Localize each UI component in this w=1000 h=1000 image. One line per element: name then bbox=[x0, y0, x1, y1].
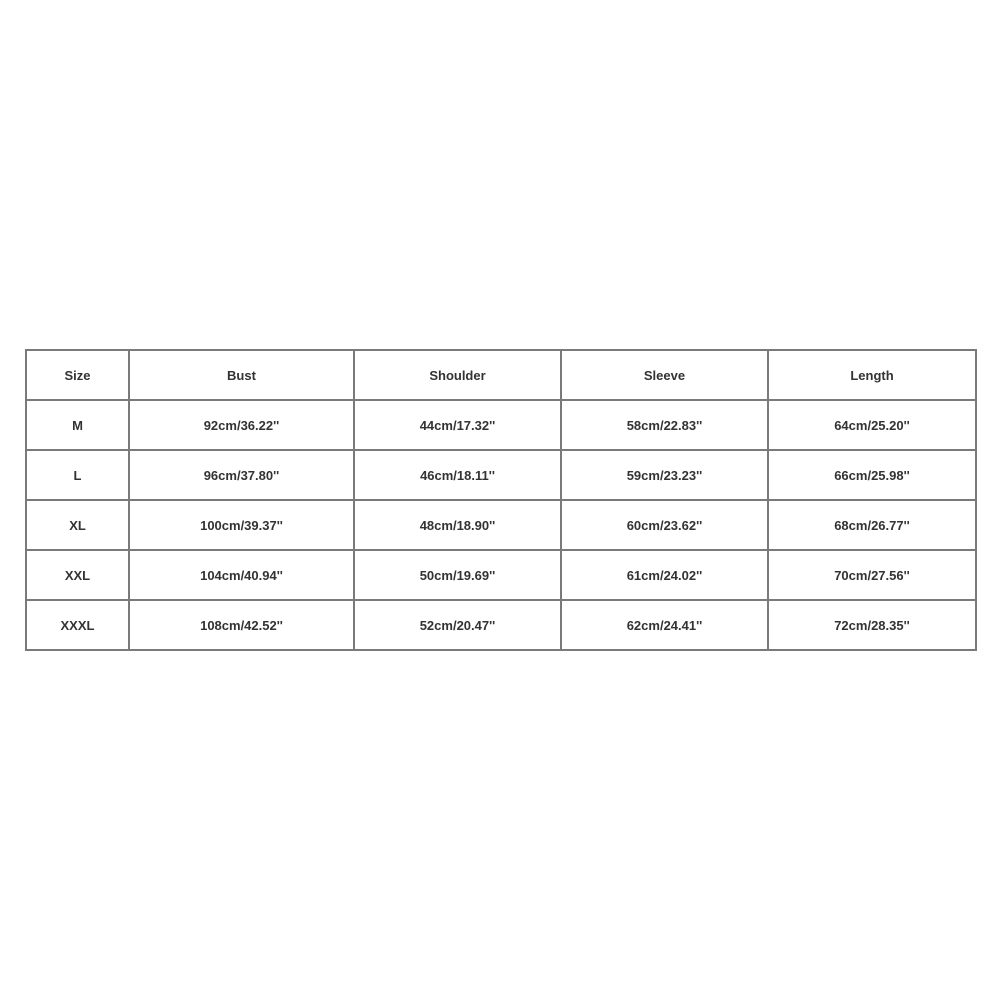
size-cell: XL bbox=[26, 500, 129, 550]
header-cell-shoulder: Shoulder bbox=[354, 350, 561, 400]
header-cell-bust: Bust bbox=[129, 350, 354, 400]
header-cell-length: Length bbox=[768, 350, 976, 400]
table-row bbox=[26, 500, 976, 550]
sleeve-cell: 60cm/23.62'' bbox=[561, 500, 768, 550]
bust-cell: 104cm/40.94'' bbox=[129, 550, 354, 600]
size-cell: L bbox=[26, 450, 129, 500]
length-cell: 72cm/28.35'' bbox=[768, 600, 976, 650]
header-cell-size: Size bbox=[26, 350, 129, 400]
size-cell: XXXL bbox=[26, 600, 129, 650]
table-row bbox=[26, 450, 976, 500]
shoulder-cell: 44cm/17.32'' bbox=[354, 400, 561, 450]
size-chart-table bbox=[25, 349, 977, 651]
shoulder-cell: 48cm/18.90'' bbox=[354, 500, 561, 550]
table-row bbox=[26, 600, 976, 650]
table-header-row bbox=[26, 350, 976, 400]
header-cell-sleeve: Sleeve bbox=[561, 350, 768, 400]
size-cell: M bbox=[26, 400, 129, 450]
bust-cell: 108cm/42.52'' bbox=[129, 600, 354, 650]
length-cell: 68cm/26.77'' bbox=[768, 500, 976, 550]
length-cell: 70cm/27.56'' bbox=[768, 550, 976, 600]
bust-cell: 100cm/39.37'' bbox=[129, 500, 354, 550]
length-cell: 66cm/25.98'' bbox=[768, 450, 976, 500]
sleeve-cell: 59cm/23.23'' bbox=[561, 450, 768, 500]
sleeve-cell: 61cm/24.02'' bbox=[561, 550, 768, 600]
table-row bbox=[26, 550, 976, 600]
sleeve-cell: 62cm/24.41'' bbox=[561, 600, 768, 650]
size-cell: XXL bbox=[26, 550, 129, 600]
sleeve-cell: 58cm/22.83'' bbox=[561, 400, 768, 450]
table-row bbox=[26, 400, 976, 450]
shoulder-cell: 46cm/18.11'' bbox=[354, 450, 561, 500]
bust-cell: 92cm/36.22'' bbox=[129, 400, 354, 450]
length-cell: 64cm/25.20'' bbox=[768, 400, 976, 450]
bust-cell: 96cm/37.80'' bbox=[129, 450, 354, 500]
shoulder-cell: 50cm/19.69'' bbox=[354, 550, 561, 600]
shoulder-cell: 52cm/20.47'' bbox=[354, 600, 561, 650]
